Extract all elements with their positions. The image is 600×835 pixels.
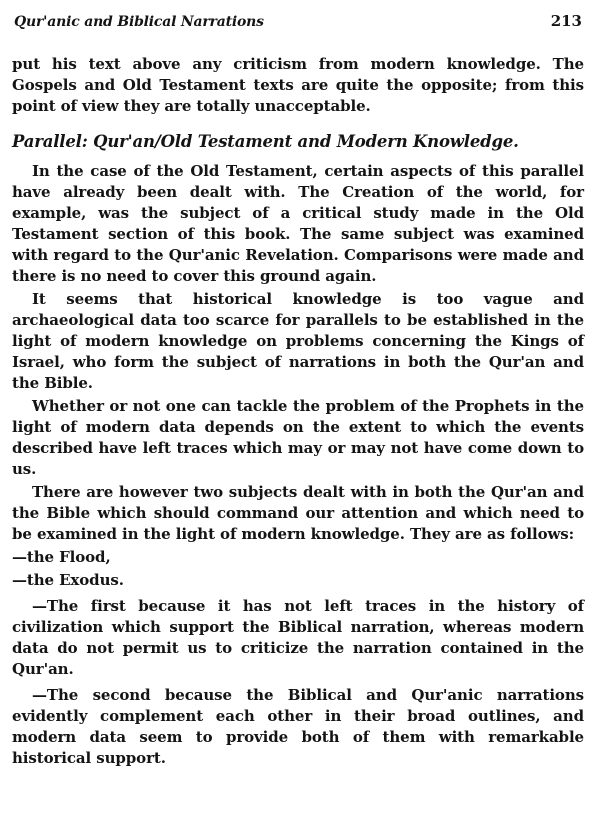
paragraph: There are however two subjects dealt with in both the Qur'an and the Bible which should command our attention and which need to be examined in the light of modern knowledge. They are as follows: (12, 483, 584, 543)
paragraph: put his text above any criticism from modern knowledge. The Gospels and Old Testament texts are quite the opposite; from this point of view they are totally unacceptable. (12, 55, 584, 115)
list-item: —the Flood, (12, 548, 111, 566)
paragraph: Whether or not one can tackle the problem of the Prophets in the light of modern data depends on the extent to which the events described have left traces which may or may not have come down to us. (12, 397, 584, 478)
page-body (12, 54, 584, 769)
paragraph: —The first because it has not left traces in the history of civilization which support the Biblical narration, whereas modern data do not permit us to criticize the narration contained in the Qur'an. (12, 597, 584, 678)
page-number: 213 (550, 12, 582, 30)
paragraph: —The second because the Biblical and Qur'anic narrations evidently complement each other in their broad outlines, and modern data seem to provide both of them with remarkable historical support. (12, 686, 584, 767)
page-header (14, 12, 582, 36)
section-heading: Parallel: Qur'an/Old Testament and Modern Knowledge. (12, 132, 519, 151)
list-item: —the Exodus. (12, 571, 124, 589)
paragraph: It seems that historical knowledge is too vague and archaeological data too scarce for parallels to be established in the light of modern knowledge on problems concerning the Kings of Israel, who form the subject of narrations in both the Qur'an and the Bible. (12, 290, 584, 392)
running-title: Qur'anic and Biblical Narrations (14, 14, 264, 30)
paragraph: In the case of the Old Testament, certain aspects of this parallel have already been dealt with. The Creation of the world, for example, was the subject of a critical study made in the Old Testament section of this book. The same subject was examined with regard to the Qur'anic Revelation. Comparisons were made and there is no need to cover this ground again. (12, 162, 584, 285)
